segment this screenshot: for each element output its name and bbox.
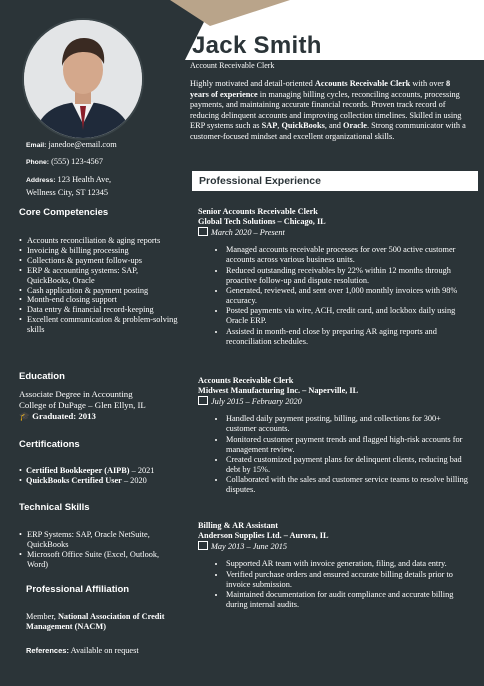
core-competencies-list <box>19 236 179 335</box>
references: References: Available on request <box>26 646 139 655</box>
calendar-icon <box>198 396 208 405</box>
job-title: Accounts Receivable Clerk <box>198 376 294 385</box>
list-item: • Maintained documentation for audit compliance and accurate billing during internal audits. <box>226 590 473 610</box>
affiliation-text: Member, National Association of Credit Management (NACM) <box>26 612 165 631</box>
job-title: Senior Accounts Receivable Clerk <box>198 207 318 216</box>
list-item: • Managed accounts receivable processes for over 500 active customer accounts across various business units. <box>226 245 473 265</box>
list-item: • Accounts reconciliation & aging reports <box>19 236 179 246</box>
accent-stripe <box>170 0 290 26</box>
list-item: • Excellent communication & problem-solving skills <box>19 315 179 335</box>
job-bullets <box>198 414 473 495</box>
candidate-name: Jack Smith <box>192 32 322 59</box>
contact-address: Address: 123 Health Ave, Wellness City, ST 12345 <box>26 175 112 197</box>
job-entry <box>198 376 473 496</box>
calendar-icon <box>198 541 208 550</box>
education-heading: Education <box>19 371 65 382</box>
email-link[interactable]: janedoe@email.com <box>48 140 117 149</box>
technical-skills-list <box>19 530 169 570</box>
school: College of DuPage – Glen Ellyn, IL <box>19 399 146 410</box>
job-bullets <box>198 559 473 610</box>
job-title: Billing & AR Assistant <box>198 521 278 530</box>
core-competencies-heading: Core Competencies <box>19 207 109 218</box>
contact-email: Email: janedoe@email.com <box>26 140 117 149</box>
graduation-cap-icon: 🎓 <box>19 410 30 421</box>
list-item: • Cash application & payment posting <box>19 286 179 296</box>
job-entry <box>198 521 473 610</box>
calendar-icon <box>198 227 208 236</box>
list-item: • ERP Systems: SAP, Oracle NetSuite, QuickBooks <box>19 530 169 550</box>
list-item: • Supported AR team with invoice generation, filing, and data entry. <box>226 559 473 569</box>
job-company: Midwest Manufacturing Inc. – Naperville, IL <box>198 386 359 396</box>
experience-heading-box <box>192 171 478 191</box>
contact-phone: Phone: (555) 123-4567 <box>26 157 103 166</box>
list-item: • Monitored customer payment trends and flagged high-risk accounts for management review. <box>226 435 473 455</box>
degree: Associate Degree in Accounting <box>19 389 133 399</box>
job-dates: July 2015 – February 2020 <box>198 396 473 408</box>
list-item: • Posted payments via wire, ACH, credit card, and lockbox daily using Oracle ERP. <box>226 306 473 326</box>
list-item: • QuickBooks Certified User – 2020 <box>19 476 179 486</box>
list-item: • Collaborated with the sales and customer service teams to resolve billing disputes. <box>226 475 473 495</box>
certifications-heading: Certifications <box>19 439 80 450</box>
list-item: • Reduced outstanding receivables by 22% within 12 months through proactive follow-up and dispute resolution. <box>226 266 473 286</box>
job-dates: March 2020 – Present <box>198 227 473 239</box>
job-company: Global Tech Solutions – Chicago, IL <box>198 217 326 227</box>
list-item: • Collections & payment follow-ups <box>19 256 179 266</box>
technical-skills-heading: Technical Skills <box>19 502 90 513</box>
list-item: • Microsoft Office Suite (Excel, Outlook, Word) <box>19 550 169 570</box>
candidate-role: Account Receivable Clerk <box>190 61 275 70</box>
affiliation-heading: Professional Affiliation <box>26 584 130 595</box>
job-bullets <box>198 245 473 346</box>
list-item: • ERP & accounting systems: SAP, QuickBooks, Oracle <box>19 266 179 286</box>
graduation: 🎓 Graduated: 2013 <box>19 410 96 421</box>
education-block <box>19 389 179 421</box>
list-item: • Handled daily payment posting, billing, and collections for 300+ customer accounts. <box>226 414 473 434</box>
list-item: • Certified Bookkeeper (AIPB) – 2021 <box>19 466 179 476</box>
job-entry <box>198 207 473 347</box>
certifications-list <box>19 466 179 486</box>
job-dates: May 2013 – June 2015 <box>198 541 473 553</box>
list-item: • Created customized payment plans for delinquent clients, reducing bad debt by 15%. <box>226 455 473 475</box>
job-company: Anderson Supplies Ltd. – Aurora, IL <box>198 531 329 541</box>
list-item: • Generated, reviewed, and sent over 1,000 monthly invoices with 98% accuracy. <box>226 286 473 306</box>
list-item: • Verified purchase orders and ensured accurate billing details prior to invoice submission. <box>226 570 473 590</box>
list-item: • Invoicing & billing processing <box>19 246 179 256</box>
list-item: • Assisted in month-end close by preparing AR aging reports and reconciliation schedules. <box>226 327 473 347</box>
list-item: • Month-end closing support <box>19 295 179 305</box>
summary-paragraph: Highly motivated and detail-oriented Accounts Receivable Clerk with over 8 years of experience in managing billing cycles, reconciling accounts, processing payments, and maintaining accurate financial records. Proven track record of reducing delinquent accounts and improving collection timelines. Skilled in using ERP systems such as SAP, QuickBooks, and Oracle. Strong communicator with a customer-focused mindset and excellent organizational skills. <box>190 79 466 141</box>
portrait-image <box>24 20 142 138</box>
profile-photo <box>22 18 144 140</box>
list-item: • Data entry & financial record-keeping <box>19 305 179 315</box>
experience-heading: Professional Experience <box>199 175 321 187</box>
